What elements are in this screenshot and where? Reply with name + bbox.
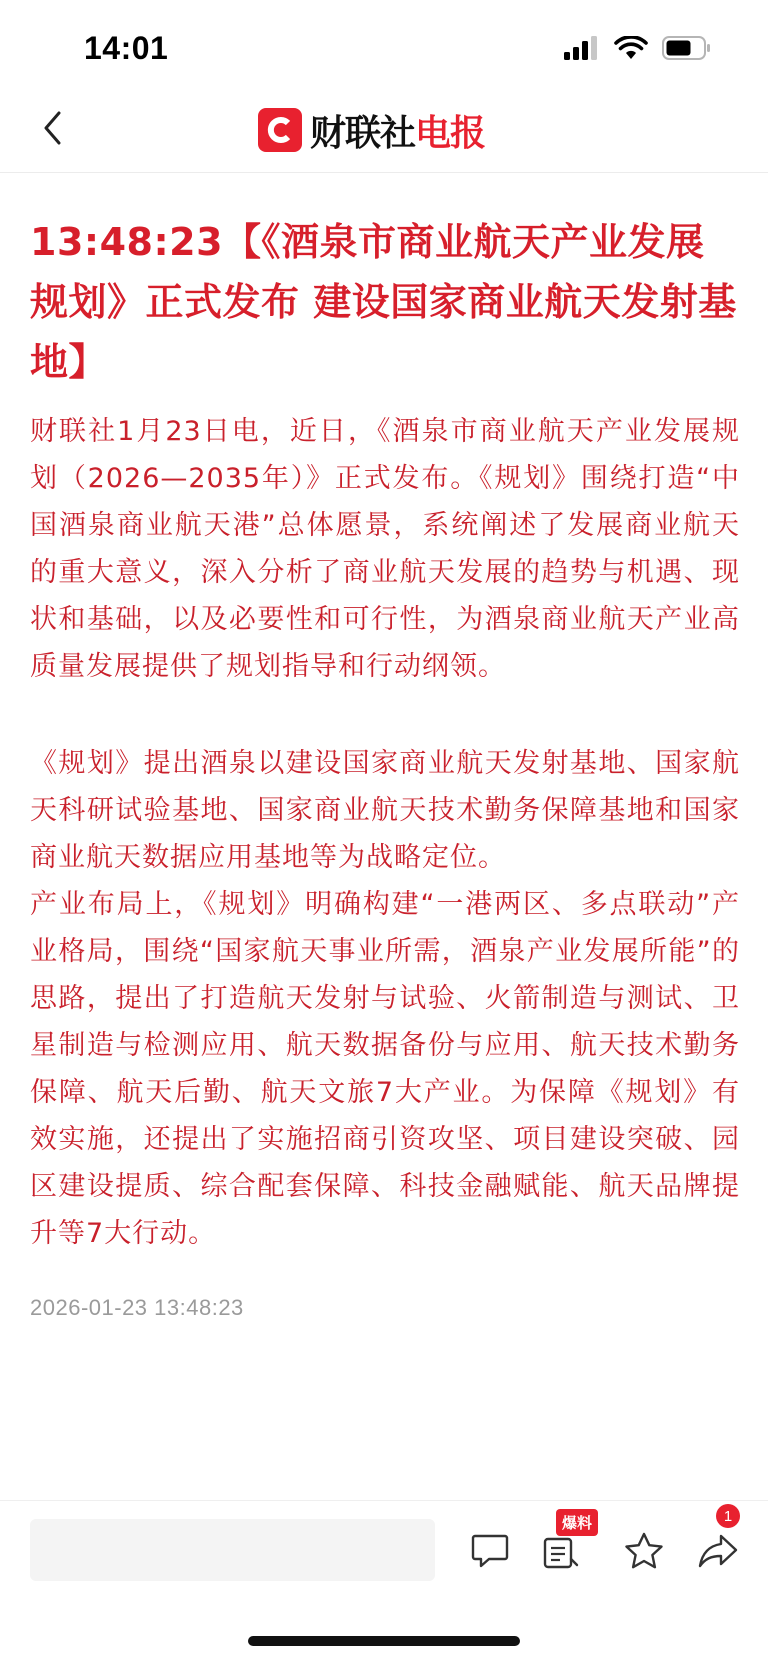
favorite-star-icon: [623, 1531, 665, 1571]
battery-icon: [662, 36, 712, 60]
article-body: [30, 408, 740, 1257]
status-icons: [564, 36, 712, 60]
article: [30, 212, 740, 1321]
article-paragraph: 《规划》提出酒泉以建设国家商业航天发射基地、国家航天科研试验基地、国家商业航天技术勤务保障基地和国家商业航天数据应用基地等为战略定位。: [30, 748, 740, 873]
brand-name-prefix: 财联社: [310, 112, 416, 154]
brand-name-suffix: 电报: [415, 112, 486, 154]
back-button[interactable]: [30, 106, 74, 150]
baoliao-badge: 爆料: [556, 1509, 598, 1536]
article-paragraph: 产业布局上，《规划》明确构建“一港两区、多点联动”产业格局，围绕“国家航天事业所需，酒泉产业发展所能”的思路，提出了打造航天发射与试验、火箭制造与测试、卫星制造与检测应用、航天数据备份与应用、航天技术勤务保障、航天后勤、航天文旅7大产业。为保障《规划》有效实施，还提出了实施招商引资攻坚、项目建设突破、园区建设提质、综合配套保障、科技金融赋能、航天品牌提升等7大行动。: [30, 889, 740, 1249]
brand-logo-title: [258, 106, 485, 154]
baoliao-icon: [540, 1531, 580, 1571]
share-button[interactable]: [694, 1527, 742, 1575]
comment-icon: [470, 1532, 510, 1570]
brand-logo-icon: [258, 108, 302, 152]
brand-name: [310, 105, 485, 156]
article-timestamp: 2026-01-23 13:48:23: [30, 1295, 244, 1320]
signal-icon: [564, 36, 600, 60]
status-bar: [0, 0, 768, 88]
bottom-action-bar: [0, 1500, 768, 1611]
article-paragraph: 财联社1月23日电，近日，《酒泉市商业航天产业发展规划（2026—2035年）》正式发布。《规划》围绕打造“中国酒泉商业航天港”总体愿景，系统阐述了发展商业航天的重大意义，深入分析了商业航天发展的趋势与机遇、现状和基础，以及必要性和可行性，为酒泉商业航天产业高质量发展提供了规划指导和行动纲领。: [30, 416, 740, 682]
nav-bar: [0, 88, 768, 173]
status-time: 14:01: [84, 30, 169, 66]
article-headline: 13:48:23【《酒泉市商业航天产业发展规划》正式发布 建设国家商业航天发射基地】: [30, 220, 737, 384]
comment-button[interactable]: [466, 1527, 514, 1575]
wifi-icon: [614, 36, 648, 60]
share-count-badge: 1: [716, 1504, 740, 1528]
home-indicator: [248, 1636, 520, 1646]
share-icon: [697, 1532, 739, 1570]
chevron-left-icon: [41, 110, 63, 146]
comment-input[interactable]: [30, 1519, 435, 1581]
favorite-button[interactable]: [620, 1527, 668, 1575]
